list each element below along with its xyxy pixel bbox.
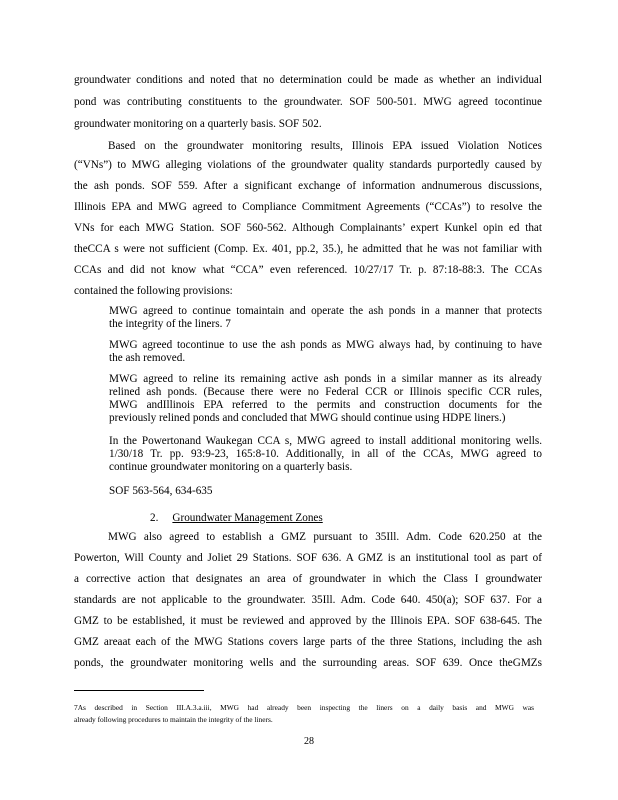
- bullet-line: MWG agreed to continue tomaintain and operate the ash ponds in a manner that protects: [109, 305, 542, 317]
- body-line: VNs for each MWG Station. SOF 560-562. Although Complainants’ expert Kunkel opin ed that: [74, 222, 542, 234]
- body-line: theCCA s were not sufficient (Comp. Ex. 401, pp.2, 35.), he admitted that he was not familiar with: [74, 243, 542, 255]
- body-line: GMZ areaat each of the MWG Stations covers large parts of the three Stations, including the ash: [74, 636, 542, 648]
- bullet-line: the ash removed.: [109, 352, 186, 364]
- body-line: groundwater conditions and noted that no determination could be made as whether an individual: [74, 74, 542, 86]
- body-line: pond was contributing constituents to the groundwater. SOF 500-501. MWG agreed tocontinue: [74, 96, 542, 108]
- bullet-line: MWG agreed tocontinue to use the ash ponds as MWG always had, by continuing to have: [109, 339, 542, 351]
- bullet-line: the integrity of the liners. 7: [109, 318, 231, 330]
- footnote-rule: [74, 690, 204, 691]
- body-line: the ash ponds. SOF 559. After a significant exchange of information andnumerous discussions,: [74, 180, 542, 192]
- body-line: ponds, the groundwater monitoring wells and the surrounding areas. SOF 639. Once theGMZs: [74, 657, 542, 669]
- section-number: 2.: [150, 512, 159, 524]
- page-number: 28: [304, 736, 314, 747]
- bullet-line: 1/30/18 Tr. pp. 93:9-23, 165:8-10. Additionally, in all of the CCAs, MWG agreed to: [109, 448, 542, 460]
- bullet-line: continue groundwater monitoring on a quarterly basis.: [109, 461, 353, 473]
- bullet-line: relined ash ponds. (Because there were no Federal CCR or Illinois specific CCR rules,: [109, 386, 542, 398]
- bullet-line: previously relined ponds and concluded that MWG should continue using HDPE liners.): [109, 412, 506, 424]
- footnote-line: already following procedures to maintain the integrity of the liners.: [74, 715, 273, 724]
- section-heading: [150, 511, 323, 525]
- footnote-line: 7As described in Section III.A.3.a.iii, MWG had already been inspecting the liners on a daily basis and MWG was: [74, 703, 534, 712]
- body-line: MWG also agreed to establish a GMZ pursuant to 35Ill. Adm. Code 620.250 at the: [108, 531, 542, 543]
- body-line: Illinois EPA and MWG agreed to Compliance Commitment Agreements (“CCAs”) to resolve the: [74, 201, 542, 213]
- bullet-line: MWG andIllinois EPA referred to the permits and construction documents for the: [109, 399, 542, 411]
- body-line: GMZ to be established, it must be reviewed and approved by the Illinois EPA. SOF 638-645. The: [74, 615, 542, 627]
- body-line: Based on the groundwater monitoring results, Illinois EPA issued Violation Notices: [108, 140, 542, 152]
- body-line: CCAs and did not know what “CCA” even referenced. 10/27/17 Tr. p. 87:18-88:3. The CCAs: [74, 264, 542, 276]
- sof-citation: SOF 563-564, 634-635: [109, 485, 213, 497]
- body-line: (“VNs”) to MWG alleging violations of the groundwater quality standards purportedly caused by: [74, 159, 542, 171]
- body-line: contained the following provisions:: [74, 285, 233, 297]
- body-line: a corrective action that designates an area of groundwater in which the Class I groundwater: [74, 573, 542, 585]
- body-line: groundwater monitoring on a quarterly basis. SOF 502.: [74, 118, 322, 130]
- section-title: Groundwater Management Zones: [172, 512, 323, 524]
- bullet-line: MWG agreed to reline its remaining active ash ponds in a similar manner as its already: [109, 373, 542, 385]
- body-line: standards are not applicable to the groundwater. 35Ill. Adm. Code 640. 450(a); SOF 637. For a: [74, 594, 542, 606]
- bullet-line: In the Powertonand Waukegan CCA s, MWG agreed to install additional monitoring wells.: [109, 435, 542, 447]
- body-line: Powerton, Will County and Joliet 29 Stations. SOF 636. A GMZ is an institutional tool as part of: [74, 552, 542, 564]
